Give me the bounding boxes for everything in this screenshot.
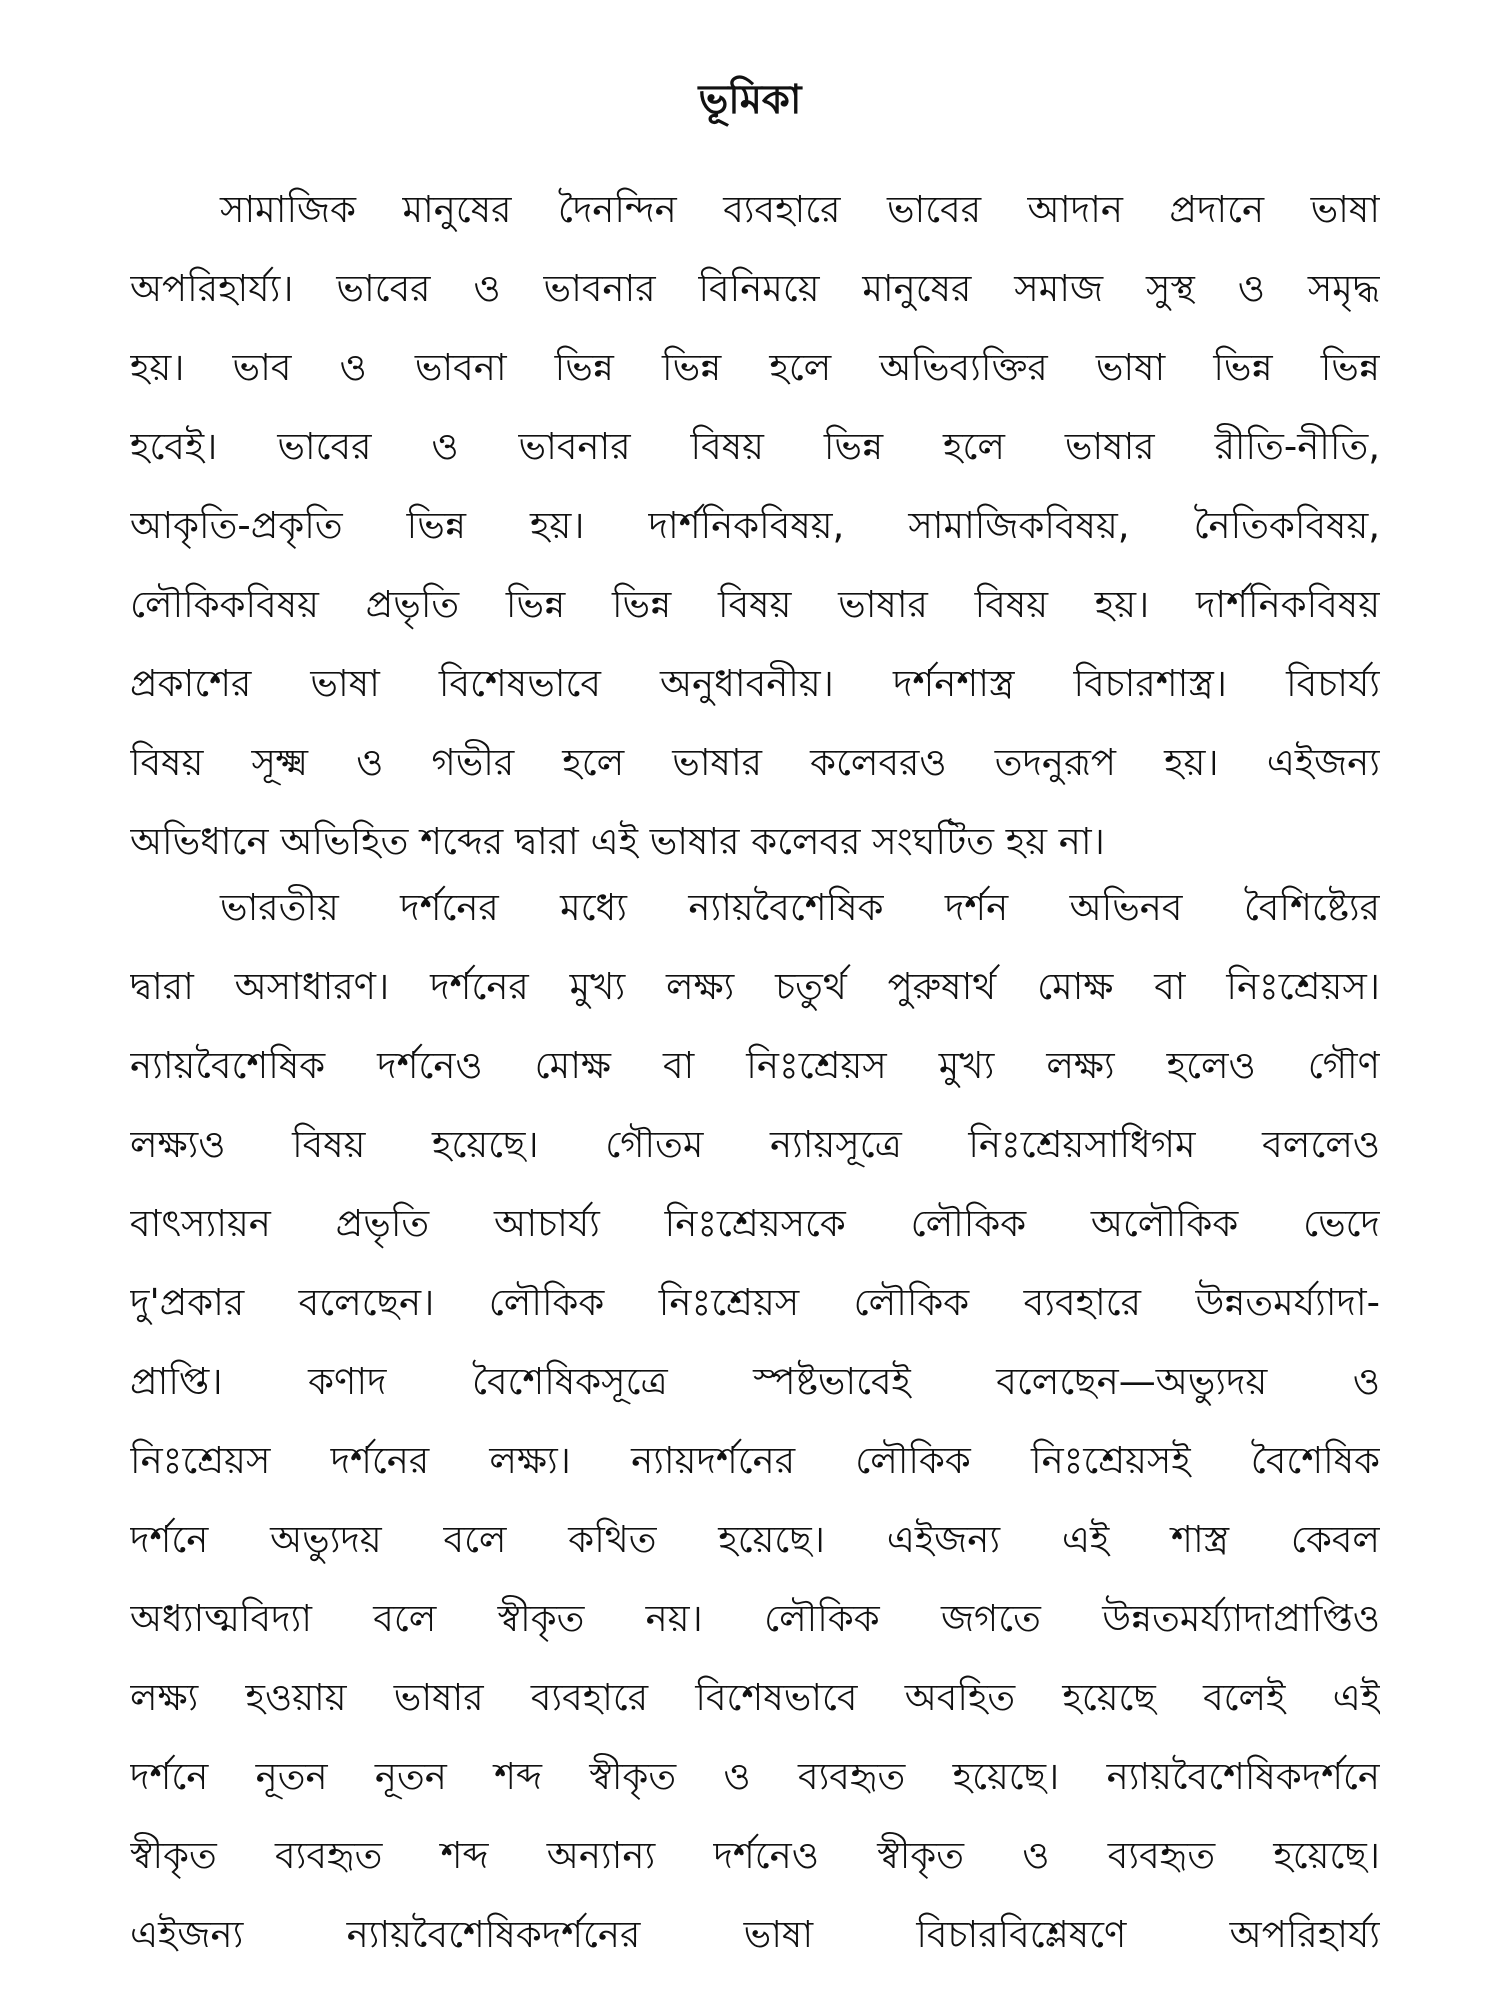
- text-line: ন্যায়বৈশেষিক দর্শনেও মোক্ষ বা নিঃশ্রেয়স মুখ্য লক্ষ্য হলেও গৌণ: [130, 1044, 1380, 1087]
- text-line: বাৎস্যায়ন প্রভৃতি আচার্য্য নিঃশ্রেয়সকে লৌকিক অলৌকিক ভেদে: [130, 1202, 1380, 1245]
- page-title: ভূমিকা: [698, 77, 802, 123]
- text-line: দু'প্রকার বলেছেন। লৌকিক নিঃশ্রেয়স লৌকিক ব্যবহারে উন্নতমর্য্যাদা-: [130, 1281, 1380, 1324]
- text-line: প্রকাশের ভাষা বিশেষভাবে অনুধাবনীয়। দর্শনশাস্ত্র বিচারশাস্ত্র। বিচার্য্য: [130, 662, 1380, 705]
- text-line: লক্ষ্যও বিষয় হয়েছে। গৌতম ন্যায়সূত্রে নিঃশ্রেয়সাধিগম বললেও: [130, 1123, 1380, 1166]
- text-line: অধ্যাত্মবিদ্যা বলে স্বীকৃত নয়। লৌকিক জগতে উন্নতমর্য্যাদাপ্রাপ্তিও: [130, 1597, 1380, 1640]
- text-line: লৌকিকবিষয় প্রভৃতি ভিন্ন ভিন্ন বিষয় ভাষার বিষয় হয়। দার্শনিকবিষয়: [130, 583, 1380, 626]
- text-line: প্রাপ্তি। কণাদ বৈশেষিকসূত্রে স্পষ্টভাবেই বলেছেন—অভ্যুদয় ও: [130, 1360, 1380, 1403]
- text-line: দর্শনে নূতন নূতন শব্দ স্বীকৃত ও ব্যবহৃত হয়েছে। ন্যায়বৈশেষিকদর্শনে: [130, 1755, 1380, 1798]
- text-line: স্বীকৃত ব্যবহৃত শব্দ অন্যান্য দর্শনেও স্বীকৃত ও ব্যবহৃত হয়েছে।: [130, 1834, 1380, 1877]
- text-line: হয়। ভাব ও ভাবনা ভিন্ন ভিন্ন হলে অভিব্যক্তির ভাষা ভিন্ন ভিন্ন: [130, 346, 1380, 389]
- text-line: লক্ষ্য হওয়ায় ভাষার ব্যবহারে বিশেষভাবে অবহিত হয়েছে বলেই এই: [130, 1676, 1380, 1719]
- text-line: বিষয় সূক্ষ্ম ও গভীর হলে ভাষার কলেবরও তদনুরূপ হয়। এইজন্য: [130, 741, 1380, 784]
- text-line: আকৃতি-প্রকৃতি ভিন্ন হয়। দার্শনিকবিষয়, সামাজিকবিষয়, নৈতিকবিষয়,: [130, 504, 1380, 547]
- text-line: এইজন্য ন্যায়বৈশেষিকদর্শনের ভাষা বিচারবিশ্লেষণে অপরিহার্য্য: [130, 1913, 1380, 1956]
- text-line: দর্শনে অভ্যুদয় বলে কথিত হয়েছে। এইজন্য এই শাস্ত্র কেবল: [130, 1518, 1380, 1561]
- text-line: অপরিহার্য্য। ভাবের ও ভাবনার বিনিময়ে মানুষের সমাজ সুস্থ ও সমৃদ্ধ: [130, 267, 1380, 310]
- text-line: হবেই। ভাবের ও ভাবনার বিষয় ভিন্ন হলে ভাষার রীতি-নীতি,: [130, 425, 1380, 468]
- text-line: অভিধানে অভিহিত শব্দের দ্বারা এই ভাষার কলেবর সংঘটিত হয় না।: [130, 820, 1105, 863]
- paragraph-1: [130, 170, 1380, 881]
- text-line: ভারতীয় দর্শনের মধ্যে ন্যায়বৈশেষিক দর্শন অভিনব বৈশিষ্ট্যের: [220, 886, 1380, 929]
- text-line: দ্বারা অসাধারণ। দর্শনের মুখ্য লক্ষ্য চতুর্থ পুরুষার্থ মোক্ষ বা নিঃশ্রেয়স।: [130, 965, 1380, 1008]
- text-line: নিঃশ্রেয়স দর্শনের লক্ষ্য। ন্যায়দর্শনের লৌকিক নিঃশ্রেয়সই বৈশেষিক: [130, 1439, 1380, 1482]
- text-line: সামাজিক মানুষের দৈনন্দিন ব্যবহারে ভাবের আদান প্রদানে ভাষা: [220, 188, 1380, 231]
- paragraph-2: [130, 868, 1380, 1974]
